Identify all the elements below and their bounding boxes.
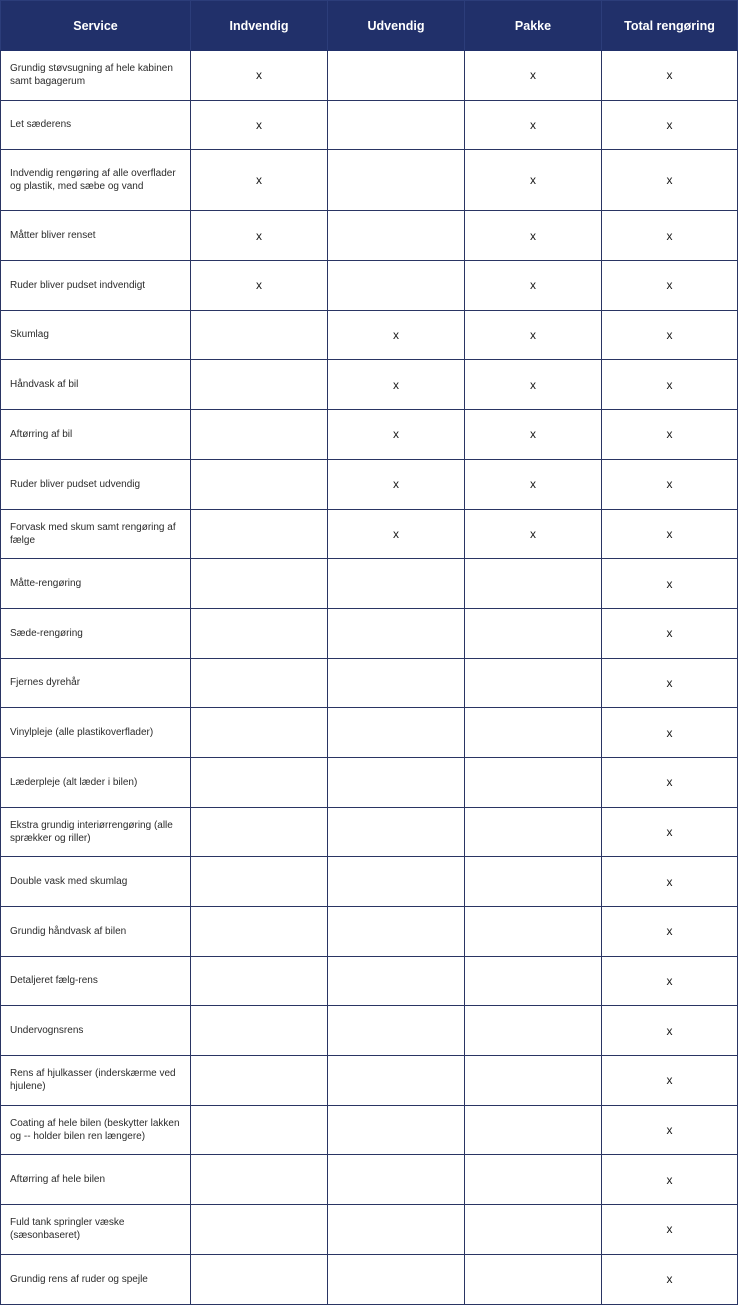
service-cell: Rens af hjulkasser (inderskærme ved hjulene) xyxy=(1,1056,191,1106)
mark-cell-udvendig xyxy=(328,907,465,957)
mark-cell-pakke: x xyxy=(465,150,602,211)
mark-cell-udvendig xyxy=(328,150,465,211)
mark-cell-pakke xyxy=(465,1155,602,1205)
header-udvendig: Udvendig xyxy=(328,1,465,51)
table-row xyxy=(1,1105,738,1155)
mark-cell-udvendig xyxy=(328,1105,465,1155)
mark-cell-indvendig: x xyxy=(191,100,328,150)
service-cell: Sæde-rengøring xyxy=(1,608,191,658)
mark-cell-indvendig xyxy=(191,857,328,907)
mark-cell-indvendig xyxy=(191,757,328,807)
mark-cell-total-rengoring: x xyxy=(602,658,738,708)
mark-cell-pakke xyxy=(465,608,602,658)
table-row xyxy=(1,559,738,609)
table-row xyxy=(1,857,738,907)
mark-cell-total-rengoring: x xyxy=(602,857,738,907)
table-row xyxy=(1,1254,738,1304)
mark-cell-pakke xyxy=(465,1056,602,1106)
table-row xyxy=(1,150,738,211)
mark-cell-indvendig: x xyxy=(191,261,328,311)
table-row xyxy=(1,100,738,150)
mark-cell-indvendig xyxy=(191,410,328,460)
table-row xyxy=(1,509,738,559)
table-row xyxy=(1,410,738,460)
mark-cell-total-rengoring: x xyxy=(602,559,738,609)
mark-cell-udvendig xyxy=(328,1155,465,1205)
mark-cell-pakke: x xyxy=(465,410,602,460)
table-row xyxy=(1,907,738,957)
mark-cell-udvendig xyxy=(328,211,465,261)
service-cell: Læderpleje (alt læder i bilen) xyxy=(1,757,191,807)
service-cell: Aftørring af bil xyxy=(1,410,191,460)
service-cell: Grundig rens af ruder og spejle xyxy=(1,1254,191,1304)
mark-cell-pakke xyxy=(465,1105,602,1155)
service-cell: Indvendig rengøring af alle overflader og plastik, med sæbe og vand xyxy=(1,150,191,211)
mark-cell-indvendig xyxy=(191,708,328,758)
header-row xyxy=(1,1,738,51)
mark-cell-udvendig xyxy=(328,1254,465,1304)
service-cell: Vinylpleje (alle plastikoverflader) xyxy=(1,708,191,758)
mark-cell-indvendig xyxy=(191,310,328,360)
table-row xyxy=(1,1205,738,1255)
mark-cell-pakke xyxy=(465,1254,602,1304)
service-cell: Grundig håndvask af bilen xyxy=(1,907,191,957)
mark-cell-pakke xyxy=(465,757,602,807)
service-cell: Undervognsrens xyxy=(1,1006,191,1056)
table-row xyxy=(1,459,738,509)
mark-cell-udvendig xyxy=(328,608,465,658)
mark-cell-udvendig xyxy=(328,708,465,758)
header-total-rengoring: Total rengøring xyxy=(602,1,738,51)
service-cell: Håndvask af bil xyxy=(1,360,191,410)
table-row xyxy=(1,1056,738,1106)
mark-cell-indvendig xyxy=(191,559,328,609)
service-cell: Måtte-rengøring xyxy=(1,559,191,609)
table-row xyxy=(1,211,738,261)
service-cell: Grundig støvsugning af hele kabinen samt bagagerum xyxy=(1,51,191,101)
table-row xyxy=(1,310,738,360)
mark-cell-pakke xyxy=(465,857,602,907)
mark-cell-pakke xyxy=(465,658,602,708)
mark-cell-indvendig xyxy=(191,907,328,957)
table-row xyxy=(1,261,738,311)
mark-cell-udvendig xyxy=(328,807,465,857)
mark-cell-pakke xyxy=(465,1006,602,1056)
mark-cell-pakke: x xyxy=(465,310,602,360)
mark-cell-indvendig xyxy=(191,1105,328,1155)
mark-cell-pakke xyxy=(465,956,602,1006)
mark-cell-indvendig xyxy=(191,509,328,559)
mark-cell-total-rengoring: x xyxy=(602,956,738,1006)
header-pakke: Pakke xyxy=(465,1,602,51)
mark-cell-pakke: x xyxy=(465,509,602,559)
mark-cell-indvendig xyxy=(191,608,328,658)
service-cell: Ruder bliver pudset udvendig xyxy=(1,459,191,509)
mark-cell-total-rengoring: x xyxy=(602,708,738,758)
mark-cell-total-rengoring: x xyxy=(602,1056,738,1106)
header-service: Service xyxy=(1,1,191,51)
table-row xyxy=(1,708,738,758)
mark-cell-total-rengoring: x xyxy=(602,211,738,261)
mark-cell-total-rengoring: x xyxy=(602,509,738,559)
mark-cell-udvendig xyxy=(328,1006,465,1056)
mark-cell-udvendig xyxy=(328,956,465,1006)
service-cell: Ruder bliver pudset indvendigt xyxy=(1,261,191,311)
table-row xyxy=(1,658,738,708)
mark-cell-total-rengoring: x xyxy=(602,1254,738,1304)
mark-cell-udvendig: x xyxy=(328,410,465,460)
mark-cell-udvendig xyxy=(328,1056,465,1106)
mark-cell-udvendig: x xyxy=(328,509,465,559)
service-cell: Ekstra grundig interiørrengøring (alle sprækker og riller) xyxy=(1,807,191,857)
service-cell: Coating af hele bilen (beskytter lakken og -- holder bilen ren længere) xyxy=(1,1105,191,1155)
table-row xyxy=(1,807,738,857)
service-cell: Detaljeret fælg-rens xyxy=(1,956,191,1006)
mark-cell-pakke: x xyxy=(465,100,602,150)
mark-cell-total-rengoring: x xyxy=(602,261,738,311)
mark-cell-pakke: x xyxy=(465,360,602,410)
service-cell: Fjernes dyrehår xyxy=(1,658,191,708)
table-row xyxy=(1,757,738,807)
mark-cell-indvendig xyxy=(191,459,328,509)
table-row xyxy=(1,51,738,101)
table-row xyxy=(1,956,738,1006)
mark-cell-pakke xyxy=(465,907,602,957)
mark-cell-indvendig xyxy=(191,360,328,410)
mark-cell-pakke: x xyxy=(465,51,602,101)
table-row xyxy=(1,1155,738,1205)
mark-cell-udvendig: x xyxy=(328,360,465,410)
mark-cell-total-rengoring: x xyxy=(602,807,738,857)
service-cell: Skumlag xyxy=(1,310,191,360)
mark-cell-indvendig: x xyxy=(191,211,328,261)
mark-cell-total-rengoring: x xyxy=(602,907,738,957)
table-row xyxy=(1,608,738,658)
mark-cell-udvendig xyxy=(328,658,465,708)
mark-cell-total-rengoring: x xyxy=(602,459,738,509)
mark-cell-indvendig: x xyxy=(191,51,328,101)
mark-cell-pakke xyxy=(465,708,602,758)
mark-cell-indvendig xyxy=(191,956,328,1006)
table-row xyxy=(1,360,738,410)
mark-cell-total-rengoring: x xyxy=(602,150,738,211)
mark-cell-indvendig xyxy=(191,1155,328,1205)
mark-cell-indvendig xyxy=(191,1006,328,1056)
mark-cell-udvendig: x xyxy=(328,310,465,360)
mark-cell-udvendig xyxy=(328,857,465,907)
table-header xyxy=(1,1,738,51)
mark-cell-pakke xyxy=(465,1205,602,1255)
mark-cell-pakke xyxy=(465,807,602,857)
mark-cell-pakke: x xyxy=(465,261,602,311)
mark-cell-total-rengoring: x xyxy=(602,410,738,460)
mark-cell-total-rengoring: x xyxy=(602,757,738,807)
mark-cell-total-rengoring: x xyxy=(602,51,738,101)
mark-cell-udvendig xyxy=(328,1205,465,1255)
mark-cell-total-rengoring: x xyxy=(602,360,738,410)
service-cell: Forvask med skum samt rengøring af fælge xyxy=(1,509,191,559)
mark-cell-indvendig xyxy=(191,1254,328,1304)
mark-cell-total-rengoring: x xyxy=(602,1105,738,1155)
mark-cell-udvendig: x xyxy=(328,459,465,509)
mark-cell-udvendig xyxy=(328,51,465,101)
service-cell: Fuld tank springler væske (sæsonbaseret) xyxy=(1,1205,191,1255)
mark-cell-udvendig xyxy=(328,261,465,311)
mark-cell-udvendig xyxy=(328,757,465,807)
mark-cell-pakke: x xyxy=(465,211,602,261)
mark-cell-indvendig xyxy=(191,658,328,708)
table-row xyxy=(1,1006,738,1056)
header-indvendig: Indvendig xyxy=(191,1,328,51)
mark-cell-pakke xyxy=(465,559,602,609)
service-cell: Aftørring af hele bilen xyxy=(1,1155,191,1205)
mark-cell-udvendig xyxy=(328,100,465,150)
mark-cell-total-rengoring: x xyxy=(602,608,738,658)
mark-cell-indvendig xyxy=(191,1205,328,1255)
mark-cell-total-rengoring: x xyxy=(602,1205,738,1255)
mark-cell-indvendig xyxy=(191,807,328,857)
mark-cell-total-rengoring: x xyxy=(602,100,738,150)
mark-cell-pakke: x xyxy=(465,459,602,509)
service-cell: Måtter bliver renset xyxy=(1,211,191,261)
mark-cell-indvendig: x xyxy=(191,150,328,211)
mark-cell-total-rengoring: x xyxy=(602,1155,738,1205)
service-cell: Let sæderens xyxy=(1,100,191,150)
mark-cell-total-rengoring: x xyxy=(602,1006,738,1056)
mark-cell-total-rengoring: x xyxy=(602,310,738,360)
service-cell: Double vask med skumlag xyxy=(1,857,191,907)
mark-cell-udvendig xyxy=(328,559,465,609)
table-body xyxy=(1,51,738,1305)
mark-cell-indvendig xyxy=(191,1056,328,1106)
